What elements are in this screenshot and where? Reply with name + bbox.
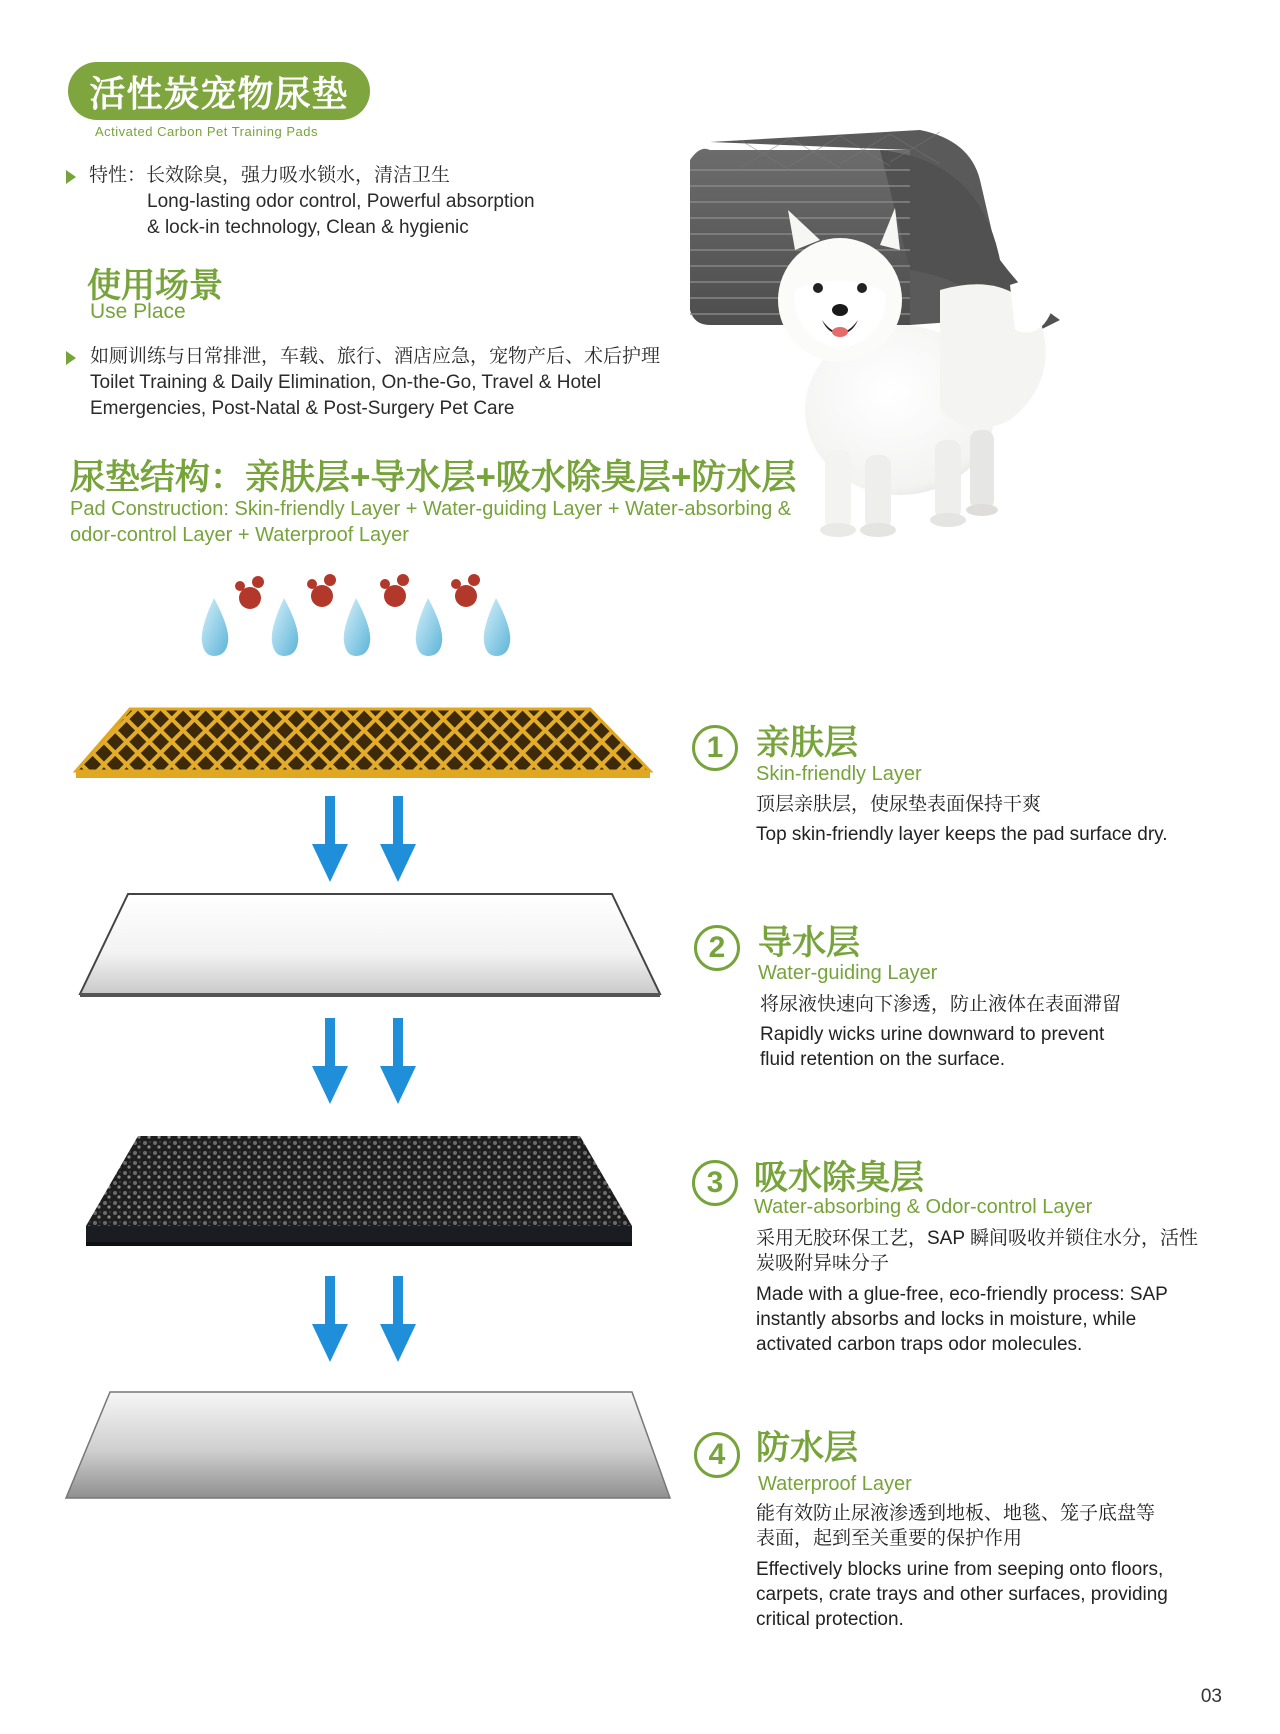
construction-heading-cn: 尿垫结构：亲肤层+导水层+吸水除臭层+防水层: [70, 458, 797, 497]
layer-number: 3: [706, 1166, 724, 1199]
layer-2-desc-en-line2: fluid retention on the surface.: [760, 1049, 1006, 1070]
layer-1-number-badge: [692, 725, 738, 771]
layer-3-desc-en-line2: instantly absorbs and locks in moisture, while: [756, 1309, 1137, 1330]
layer-4-desc-cn-line2: 表面，起到至关重要的保护作用: [756, 1528, 1023, 1549]
layer-1-title-cn: 亲肤层: [756, 724, 858, 762]
layer-1-title-en: Skin-friendly Layer: [756, 763, 922, 785]
odor-molecule-icon: [380, 574, 409, 607]
layer-2-number-badge: [694, 925, 740, 971]
water-droplet-icon: [416, 598, 442, 656]
water-droplet-icon: [272, 598, 298, 656]
layer-4-desc-cn-line1: 能有效防止尿液渗透到地板、地毯、笼子底盘等: [756, 1503, 1156, 1524]
water-guiding-layer-illustration: [76, 890, 666, 1002]
layer-number: 4: [708, 1438, 726, 1471]
construction-en-line1: Pad Construction: Skin-friendly Layer + Water-guiding Layer + Water-absorbing &: [70, 498, 792, 520]
layer-3-desc-en-line1: Made with a glue-free, eco-friendly process: SAP: [756, 1284, 1168, 1305]
features-cn: 特性：长效除臭，强力吸水锁水，清洁卫生: [89, 165, 451, 186]
title-pill: [68, 62, 370, 120]
layer-2-title-en: Water-guiding Layer: [758, 962, 938, 984]
layer-2-desc-cn: 将尿液快速向下渗透，防止液体在表面滞留: [760, 994, 1122, 1015]
features-en-line1: Long-lasting odor control, Powerful absorption: [147, 191, 535, 212]
layer-4-desc-en-line1: Effectively blocks urine from seeping onto floors,: [756, 1559, 1164, 1580]
features-en-line2: & lock-in technology, Clean & hygienic: [147, 217, 469, 238]
odor-molecule-icon: [235, 576, 264, 609]
layer-number: 1: [706, 731, 724, 764]
water-droplet-icon: [202, 598, 228, 656]
layer-3-title-cn: 吸水除臭层: [754, 1159, 924, 1197]
odor-molecule-icon: [307, 574, 336, 607]
title-cn: 活性炭宠物尿垫: [89, 72, 349, 114]
layer-4-title-cn: 防水层: [756, 1429, 858, 1467]
water-droplet-icon: [344, 598, 370, 656]
use-place-heading-en: Use Place: [90, 300, 186, 323]
title-en: Activated Carbon Pet Training Pads: [95, 124, 318, 139]
layer-4-title-en: Waterproof Layer: [758, 1473, 912, 1495]
layer-4-desc-en-line3: critical protection.: [756, 1609, 904, 1630]
construction-en-line2: odor-control Layer + Waterproof Layer: [70, 524, 409, 546]
down-arrows-icon: [310, 796, 420, 884]
layer-3-title-en: Water-absorbing & Odor-control Layer: [754, 1196, 1093, 1218]
use-place-en-line2: Emergencies, Post-Natal & Post-Surgery Pet Care: [90, 398, 515, 419]
water-droplet-icon: [484, 598, 510, 656]
waterproof-layer-illustration: [62, 1388, 674, 1504]
layer-3-desc-cn-line2: 炭吸附异味分子: [756, 1253, 890, 1274]
use-place-heading-cn: 使用场景: [87, 267, 223, 305]
layer-3-desc-cn-line1: 采用无胶环保工艺，SAP 瞬间吸收并锁住水分，活性: [756, 1228, 1198, 1249]
bullet-triangle-icon: [66, 351, 76, 365]
layer-1-desc-cn: 顶层亲肤层，使尿垫表面保持干爽: [756, 794, 1042, 815]
layer-3-desc-en-line3: activated carbon traps odor molecules.: [756, 1334, 1083, 1355]
droplets-illustration: [190, 570, 530, 670]
page-number: 03: [1200, 1686, 1222, 1707]
layer-4-desc-en-line2: carpets, crate trays and other surfaces, providing: [756, 1584, 1168, 1605]
layer-2-desc-en-line1: Rapidly wicks urine downward to prevent: [760, 1024, 1105, 1045]
layer-1-desc-en: Top skin-friendly layer keeps the pad surface dry.: [756, 824, 1168, 845]
layer-4-number-badge: [694, 1432, 740, 1478]
bullet-triangle-icon: [66, 170, 76, 184]
down-arrows-icon: [310, 1276, 420, 1364]
layer-3-number-badge: [692, 1160, 738, 1206]
layer-2-title-cn: 导水层: [758, 924, 860, 962]
odor-molecule-icon: [451, 574, 480, 607]
down-arrows-icon: [310, 1018, 420, 1106]
skin-friendly-layer-illustration: [70, 705, 660, 785]
carbon-layer-illustration: [82, 1130, 642, 1256]
product-photo: [680, 120, 1160, 590]
layer-number: 2: [708, 931, 726, 964]
use-place-cn: 如厕训练与日常排泄，车载、旅行、酒店应急，宠物产后、术后护理: [90, 346, 661, 367]
use-place-en-line1: Toilet Training & Daily Elimination, On-the-Go, Travel & Hotel: [90, 372, 602, 393]
